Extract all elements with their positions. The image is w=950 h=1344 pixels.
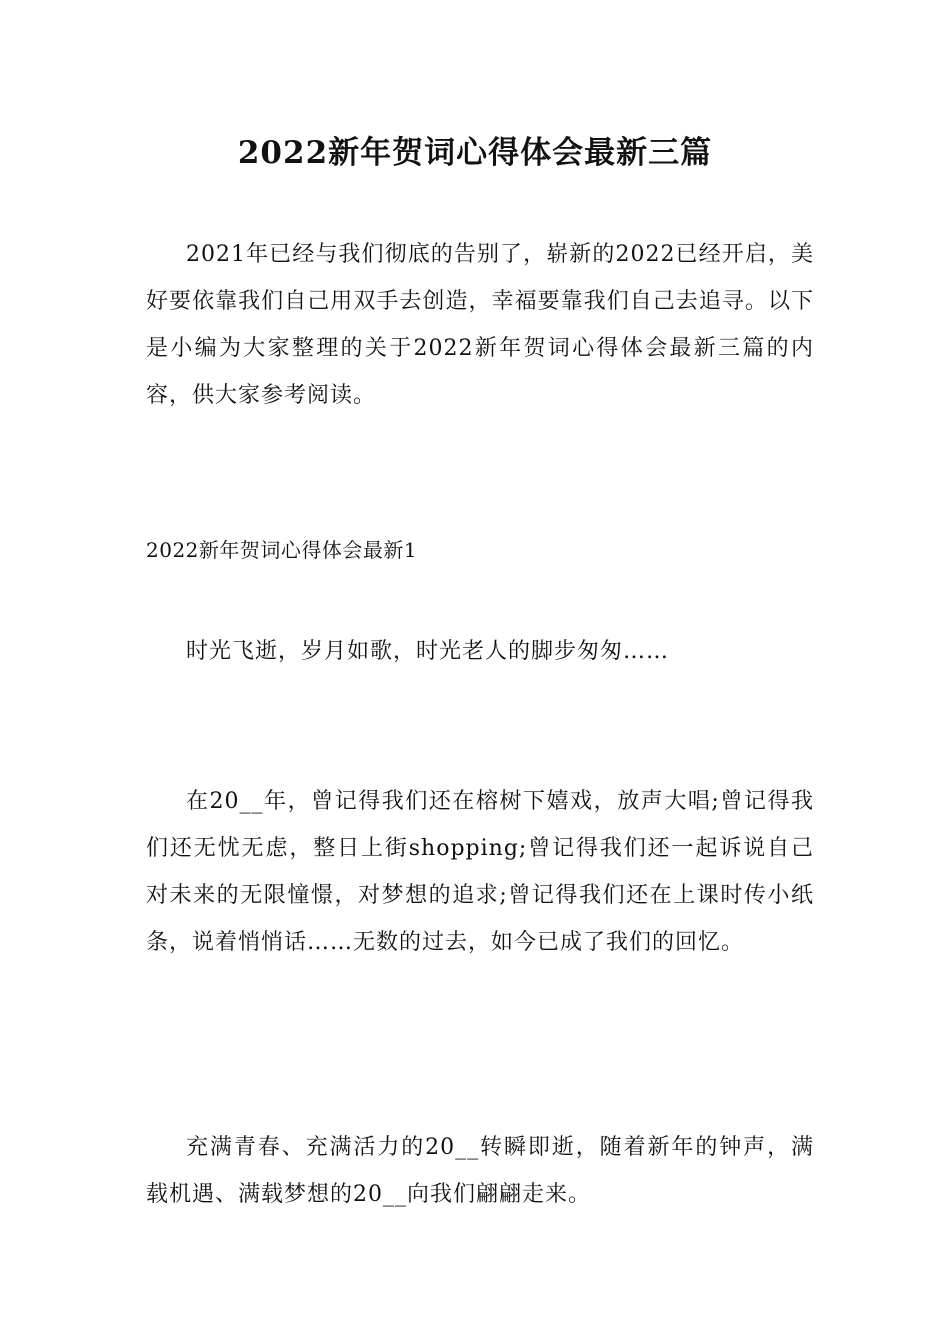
body-paragraph-1: 时光飞逝，岁月如歌，时光老人的脚步匆匆…… bbox=[186, 639, 670, 664]
document-title: 2022新年贺词心得体会最新三篇 bbox=[237, 135, 713, 171]
body-paragraph-2: 在20__年，曾记得我们还在榕树下嬉戏，放声大唱;曾记得我们还无忧无虑，整日上街shopping;曾记得我们还一起诉说自己对未来的无限憧憬，对梦想的追求;曾记得我们还在上课时传小纸条，说着悄悄话……无数的过去，如今已成了我们的回忆。 bbox=[146, 789, 814, 955]
intro-paragraph: 2021年已经与我们彻底的告别了，崭新的2022已经开启，美好要依靠我们自己用双手去创造，幸福要靠我们自己去追寻。以下是小编为大家整理的关于2022新年贺词心得体会最新三篇的内容，供大家参考阅读。 bbox=[146, 242, 814, 408]
section-heading: 2022新年贺词心得体会最新1 bbox=[146, 538, 418, 562]
body-paragraph-3: 充满青春、充满活力的20__转瞬即逝，随着新年的钟声，满载机遇、满载梦想的20__向我们翩翩走来。 bbox=[146, 1135, 814, 1207]
